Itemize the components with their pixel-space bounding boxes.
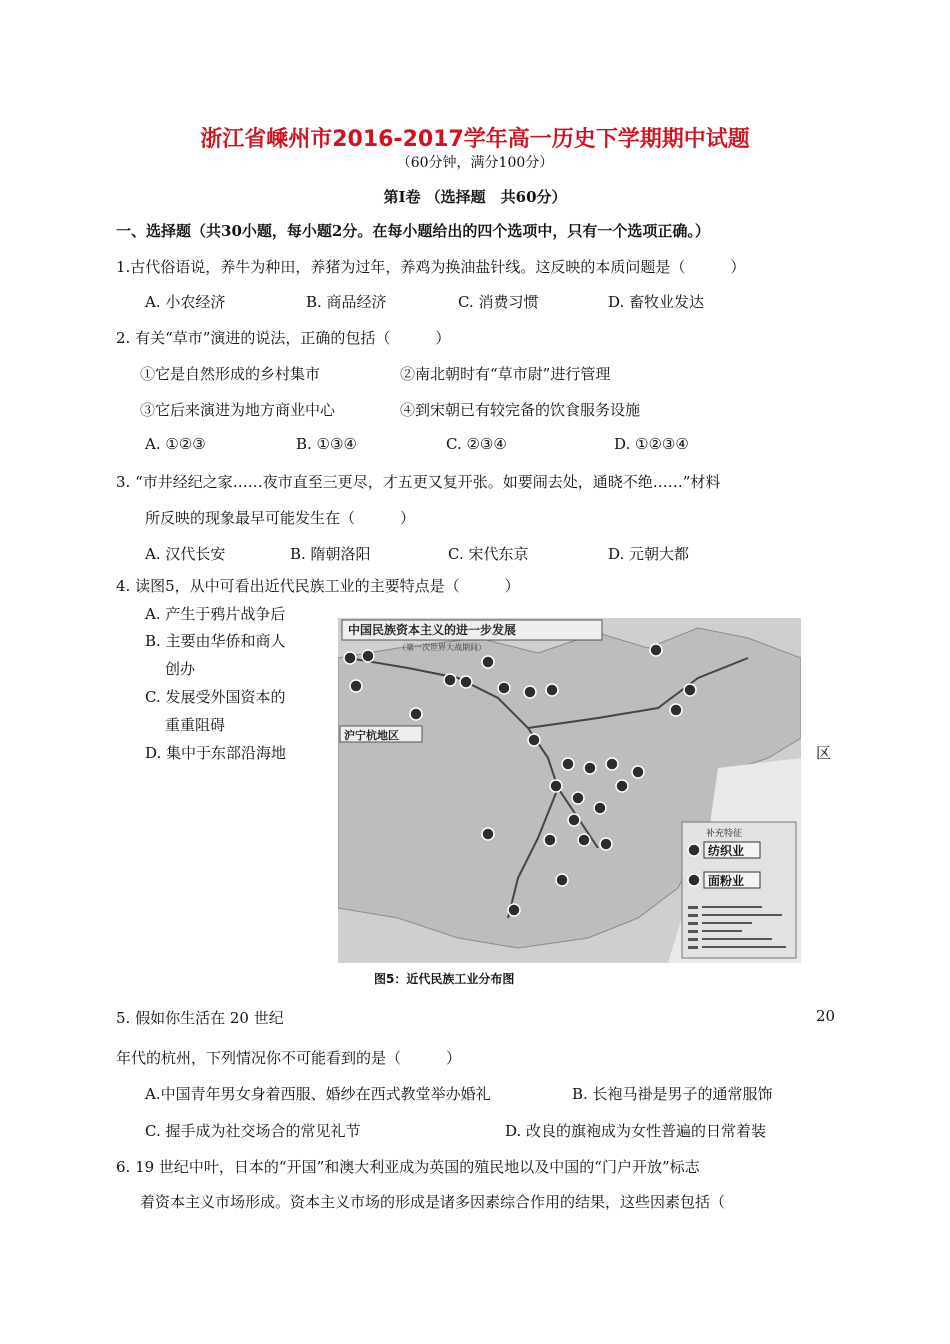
exam-duration: （60分钟，满分100分） — [396, 155, 554, 171]
q4-option-c-line2: 重重阻碍 — [165, 716, 226, 734]
factory-marker — [460, 676, 472, 688]
page-title: 浙江省嵊州市2016-2017学年高一历史下学期期中试题 — [200, 127, 750, 152]
factory-marker — [482, 828, 494, 840]
legend-flour-label: 面粉业 — [708, 874, 745, 888]
factory-marker — [362, 650, 374, 662]
q4-option-c-line1: C. 发展受外国资本的 — [145, 688, 286, 706]
q3-stem-line2: 所反映的现象最早可能发生在（ ） — [145, 509, 416, 527]
q4-option-a: A. 产生于鸦片战争后 — [145, 605, 286, 623]
factory-marker — [524, 686, 536, 698]
q2-option-a: A. ①②③ — [145, 435, 206, 453]
map-subtitle: （第一次世界大战期间） — [398, 643, 486, 652]
q6-stem-line2: 着资本主义市场形成。资本主义市场的形成是诸多因素综合作用的结果，这些因素包括（ — [140, 1193, 726, 1211]
q5-option-a: A.中国青年男女身着西服、婚纱在西式教堂举办婚礼 — [145, 1085, 491, 1103]
factory-marker — [550, 780, 562, 792]
figure-caption: 图5：近代民族工业分布图 — [374, 972, 515, 986]
q1-option-d: D. 畜牧业发达 — [608, 293, 705, 311]
q2-item-2: ②南北朝时有“草市尉”进行管理 — [400, 365, 611, 383]
q3-option-d: D. 元朝大都 — [608, 545, 690, 563]
factory-marker — [556, 874, 568, 886]
q1-stem: 1.古代俗语说，养牛为种田，养猪为过年，养鸡为换油盐针线。这反映的本质问题是（ ） — [116, 258, 746, 276]
factory-marker — [350, 680, 362, 692]
factory-marker — [568, 814, 580, 826]
q2-option-b: B. ①③④ — [296, 435, 357, 453]
q2-option-c: C. ②③④ — [446, 435, 507, 453]
q2-item-1: ①它是自然形成的乡村集市 — [140, 365, 321, 383]
q4-option-b-line2: 创办 — [165, 660, 196, 678]
factory-marker — [528, 734, 540, 746]
factory-marker — [498, 682, 510, 694]
section-heading: 第Ⅰ卷 （选择题 共60分） — [383, 188, 567, 206]
factory-marker — [594, 802, 606, 814]
q2-item-4: ④到宋朝已有较完备的饮食服务设施 — [400, 401, 641, 419]
factory-marker — [544, 834, 556, 846]
q2-item-3: ③它后来演进为地方商业中心 — [140, 401, 336, 419]
q4-stem: 4. 读图5，从中可看出近代民族工业的主要特点是（ ） — [116, 577, 520, 595]
q5-option-c: C. 握手成为社交场合的常见礼节 — [145, 1122, 361, 1140]
q3-stem-line1: 3. “市井经纪之家……夜市直至三更尽，才五更又复开张。如要闹去处，通晓不绝……”材料 — [116, 473, 721, 491]
q5-stem-end: 20 — [816, 1007, 836, 1025]
q4-option-d: D. 集中于东部沿海地 — [145, 744, 287, 762]
factory-marker — [344, 652, 356, 664]
factory-marker — [578, 834, 590, 846]
q5-stem-start: 5. 假如你生活在 20 世纪 — [116, 1009, 284, 1027]
q3-option-a: A. 汉代长安 — [145, 545, 226, 563]
industry-distribution-map — [338, 618, 801, 963]
region-label: 沪宁杭地区 — [344, 729, 399, 742]
factory-marker — [444, 674, 456, 686]
factory-marker — [650, 644, 662, 656]
q2-option-d: D. ①②③④ — [614, 435, 689, 453]
q1-option-b: B. 商品经济 — [306, 293, 387, 311]
q1-option-a: A. 小农经济 — [145, 293, 226, 311]
factory-marker — [410, 708, 422, 720]
factory-marker — [546, 684, 558, 696]
q2-stem: 2. 有关“草市”演进的说法，正确的包括（ ） — [116, 329, 451, 347]
map-title: 中国民族资本主义的进一步发展 — [348, 623, 517, 637]
legend-flour-marker — [688, 874, 700, 886]
q4-option-d-end: 区 — [816, 744, 832, 762]
factory-marker — [572, 792, 584, 804]
factory-marker — [632, 766, 644, 778]
q5-option-d: D. 改良的旗袍成为女性普遍的日常着装 — [505, 1122, 767, 1140]
part-heading: 一、选择题（共30小题，每小题2分。在每小题给出的四个选项中，只有一个选项正确。） — [116, 222, 710, 240]
legend-textile-label: 纺织业 — [708, 844, 745, 858]
factory-marker — [670, 704, 682, 716]
q4-option-b-line1: B. 主要由华侨和商人 — [145, 632, 286, 650]
q5-option-b: B. 长袍马褂是男子的通常服饰 — [572, 1085, 773, 1103]
factory-marker — [584, 762, 596, 774]
factory-marker — [606, 758, 618, 770]
legend-textile-marker — [688, 844, 700, 856]
q6-stem-line1: 6. 19 世纪中叶，日本的“开国”和澳大利亚成为英国的殖民地以及中国的“门户开放”标志 — [116, 1158, 700, 1176]
q3-option-c: C. 宋代东京 — [448, 545, 529, 563]
factory-marker — [616, 780, 628, 792]
q3-option-b: B. 隋朝洛阳 — [290, 545, 371, 563]
factory-marker — [482, 656, 494, 668]
factory-marker — [600, 838, 612, 850]
factory-marker — [684, 684, 696, 696]
factory-marker — [562, 758, 574, 770]
legend-title: 补充特征 — [706, 829, 743, 839]
q5-stem-line2: 年代的杭州，下列情况你不可能看到的是（ ） — [116, 1049, 462, 1067]
q1-option-c: C. 消费习惯 — [458, 293, 539, 311]
factory-marker — [508, 904, 520, 916]
